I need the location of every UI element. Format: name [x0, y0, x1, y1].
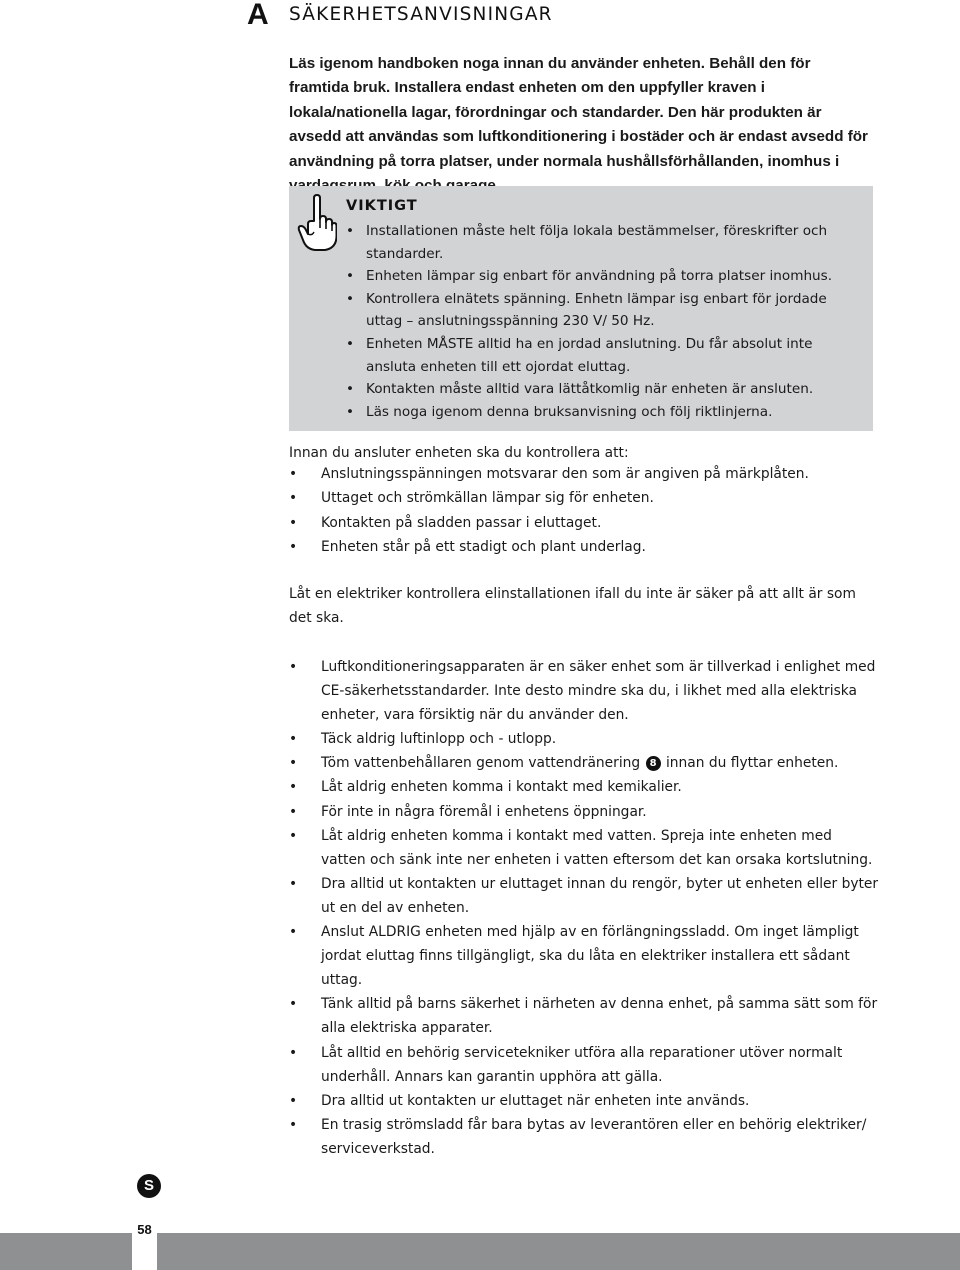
list-item: • Låt aldrig enheten komma i kontakt med vatten. Spreja inte enheten med vatten och sänk inte ner enheten i vatten eftersom det kan orsaka kortslutning. [289, 824, 879, 872]
important-list [346, 220, 856, 423]
safety-list [289, 655, 879, 1161]
list-item: • Låt alltid en behörig servicetekniker utföra alla reparationer utöver normalt underhåll. Annars kan garantin upphöra att gälla. [289, 1041, 879, 1089]
list-item: • Enheten MÅSTE alltid ha en jordad anslutning. Du får absolut inte ansluta enheten till ett ojordat eluttag. [346, 333, 856, 378]
list-item: • Luftkonditioneringsapparaten är en säker enhet som är tillverkad i enlighet med CE-säkerhetsstandarder. Inte desto mindre ska du, i likhet med alla elektriska enheter, vara försiktig när du använder den. [289, 655, 879, 727]
check-intro: Innan du ansluter enheten ska du kontrollera att: [289, 445, 629, 461]
list-item: • Kontakten på sladden passar i eluttaget. [289, 511, 869, 535]
list-item: • En trasig strömsladd får bara bytas av leverantören eller en behörig elektriker/ serviceverkstad. [289, 1113, 879, 1161]
list-item: • Uttaget och strömkällan lämpar sig för enheten. [289, 486, 869, 510]
list-item: • Anslutningsspänningen motsvarar den som är angiven på märkplåten. [289, 462, 869, 486]
list-item-text: innan du flyttar enheten. [665, 755, 839, 772]
list-item: • För inte in några föremål i enhetens öppningar. [289, 800, 879, 824]
list-item: • Enheten lämpar sig enbart för användning på torra platser inomhus. [346, 265, 856, 288]
drain-number-badge: 8 [646, 756, 661, 771]
list-item [289, 751, 879, 775]
page-number: 58 [137, 1222, 152, 1237]
list-item: • Dra alltid ut kontakten ur eluttaget innan du rengör, byter ut enheten eller byter ut en del av enheten. [289, 872, 879, 920]
list-item: • Kontakten måste alltid vara lättåtkomlig när enheten är ansluten. [346, 378, 856, 401]
list-item: • Läs noga igenom denna bruksanvisning och följ riktlinjerna. [346, 401, 856, 424]
section-letter: A [247, 0, 269, 31]
check-list [289, 462, 869, 559]
page-title: SÄKERHETSANVISNINGAR [289, 4, 553, 25]
language-badge: S [137, 1174, 161, 1198]
list-item: • Installationen måste helt följa lokala bestämmelser, föreskrifter och standarder. [346, 220, 856, 265]
important-heading: VIKTIGT [346, 198, 418, 214]
important-notice-box [289, 186, 873, 431]
list-item: • Kontrollera elnätets spänning. Enhetn lämpar isg enbart för jordade uttag – anslutningsspänning 230 V/ 50 Hz. [346, 288, 856, 333]
list-item: • Låt aldrig enheten komma i kontakt med kemikalier. [289, 775, 879, 799]
electrician-note: Låt en elektriker kontrollera elinstallationen ifall du inte är säker på att allt är som det ska. [289, 586, 856, 627]
list-item: • Tänk alltid på barns säkerhet i närheten av denna enhet, på samma sätt som för alla elektriska apparater. [289, 992, 879, 1040]
list-item: • Dra alltid ut kontakten ur eluttaget när enheten inte används. [289, 1089, 879, 1113]
list-item: • Täck aldrig luftinlopp och - utlopp. [289, 727, 879, 751]
list-item: • Enheten står på ett stadigt och plant underlag. [289, 535, 869, 559]
list-item: • Anslut ALDRIG enheten med hjälp av en förlängningssladd. Om inget lämpligt jordat eluttag finns tillgängligt, ska du låta en elektriker installera ett sådant uttag. [289, 920, 879, 992]
list-item-text: Töm vattenbehållaren genom vattendränering [321, 755, 641, 772]
intro-paragraph: Läs igenom handboken noga innan du använder enheten. Behåll den för framtida bruk. Installera endast enheten om den uppfyller kraven i lokala/nationella lagar, förordningar och standarder. Den här produkten är avsedd att användas som luftkonditionering i bostäder och är endast avsedd för användning på torra platser, under normala hushållsförhållanden, inomhus i [289, 55, 868, 170]
pointing-hand-icon [297, 194, 337, 254]
